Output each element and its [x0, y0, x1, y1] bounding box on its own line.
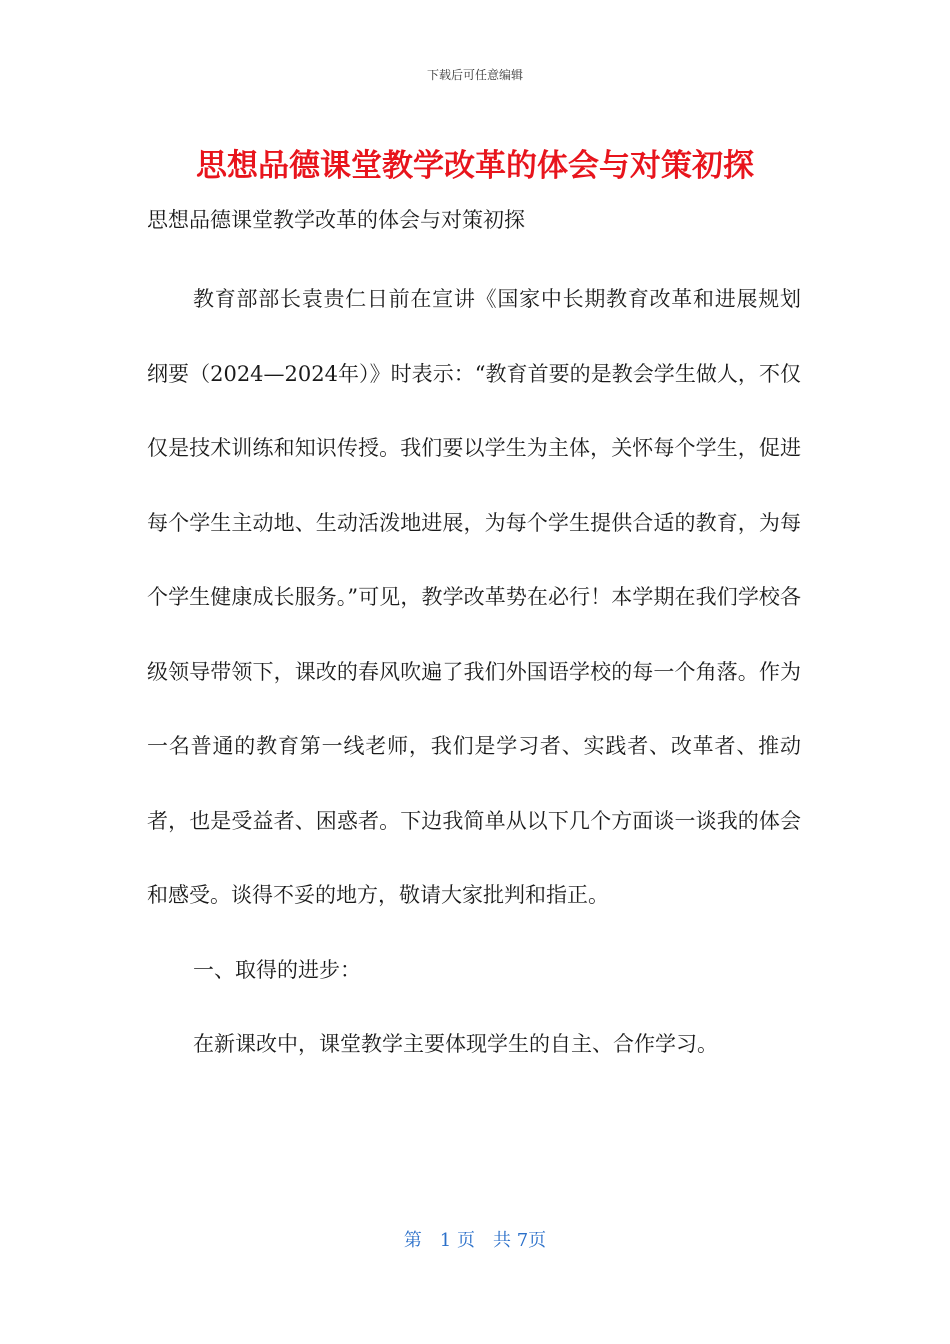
document-body [147, 262, 801, 1082]
page-number-footer: 第 1 页 共 7页 [403, 1230, 547, 1251]
document-title: 思想品德课堂教学改革的体会与对策初探 [196, 148, 754, 184]
page-header-note: 下载后可任意编辑 [426, 68, 523, 82]
paragraph-section-heading: 一、取得的进步： [193, 957, 361, 982]
paragraph-section-body: 在新课改中，课堂教学主要体现学生的自主、合作学习。 [193, 1032, 718, 1056]
document-subtitle: 思想品德课堂教学改革的体会与对策初探 [147, 208, 525, 232]
paragraph-intro: 教育部部长袁贵仁日前在宣讲《国家中长期教育改革和进展规划纲要（2024—2024年）》时表示：“教育首要的是教会学生做人，不仅仅是技术训练和知识传授。我们要以学生为主体，关怀每个学生，促进每个学生主动地、生动活泼地进展，为每个学生提供合适的教育，为每个学生健康成长服务。”可见，教学改革势在必行！本学期在我们学校各级领导带领下，课改的春风吹遍了我们外国语学校的每一个角落。作为一名普通的教育第一线老师，我们是学习者、实践者、改革者、推动者，也是受益者、困惑者。下边我简单从以下几个方面谈一谈我的体会和感受。谈得不妥的地方，敬请大家批判和指正。 [147, 287, 801, 907]
